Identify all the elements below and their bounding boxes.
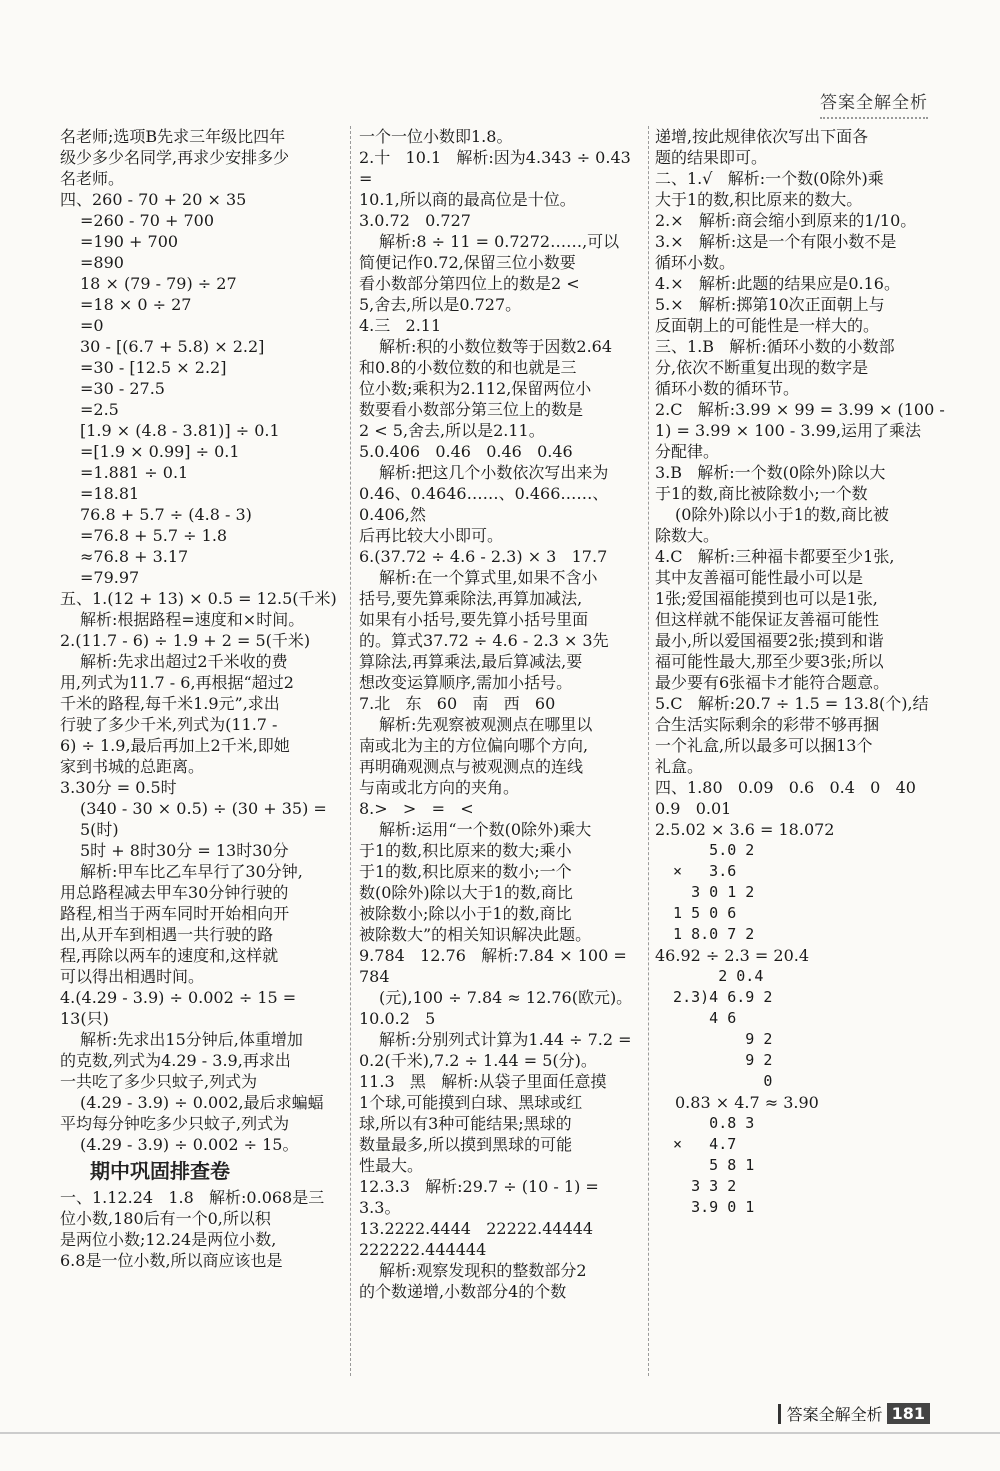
answer-line: 分配律。 — [655, 442, 720, 461]
answer-line: 看小数部分第四位上的数是2 < — [359, 274, 580, 293]
answer-line: 与南或北方向的夹角。 — [359, 778, 520, 797]
answer-line: 位小数,180后有一个0,所以积 — [60, 1209, 271, 1228]
answer-line: 但这样就不能保证友善福可能性 — [655, 610, 880, 629]
answer-line: 解析:在一个算式里,如果不含小 — [379, 568, 598, 587]
answer-line: 5,舍去,所以是0.727。 — [359, 295, 522, 314]
answer-line: ≈76.8 + 3.17 — [80, 547, 189, 566]
answer-line: 路程,相当于两车同时开始相向开 — [60, 904, 290, 923]
answer-line: 13.2222.4444 22222.44444 — [359, 1219, 594, 1238]
answer-line: =30 - 27.5 — [80, 379, 165, 398]
answer-line: 4.× 解析:此题的结果应是0.16。 — [655, 274, 900, 293]
answer-line: 30 - [(6.7 + 5.8) × 2.2] — [80, 337, 265, 356]
answer-line: 位小数;乘积为2.112,保留两位小 — [359, 379, 592, 398]
answer-line: 出,从开车到相遇一共行驶的路 — [60, 925, 274, 944]
answer-line: 2.5.02 × 3.6 = 18.072 — [655, 820, 835, 839]
answer-line: 7.北 东 60 南 西 60 — [359, 694, 556, 713]
answer-line: 0 — [655, 1072, 773, 1090]
answer-line: 一个一位小数即1.8。 — [359, 127, 513, 146]
answer-line: 46.92 ÷ 2.3 = 20.4 — [655, 946, 810, 965]
answer-line: 平均每分钟吃多少只蚊子,列式为 — [60, 1114, 290, 1133]
answer-line: 解析:积的小数位数等于因数2.64 — [379, 337, 613, 356]
answer-line: 的个数递增,小数部分4的个数 — [359, 1282, 567, 1301]
answer-line: 一共吃了多少只蚊子,列式为 — [60, 1072, 258, 1091]
answer-line: 合生活实际剩余的彩带不够再捆 — [655, 715, 880, 734]
answer-line: 解析:先求出15分钟后,体重增加 — [80, 1030, 303, 1049]
answer-line: 6) ÷ 1.9,最后再加上2千米,即她 — [60, 736, 290, 755]
answer-line: 南或北为主的方位偏向哪个方向, — [359, 736, 589, 755]
answer-line: 的克数,列式为4.29 - 3.9,再求出 — [60, 1051, 291, 1070]
answer-line: 5.× 解析:掷第10次正面朝上与 — [655, 295, 885, 314]
answer-line: (4.29 - 3.9) ÷ 0.002 ÷ 15。 — [80, 1135, 299, 1154]
answer-line: 1个球,可能摸到白球、黑球或红 — [359, 1093, 583, 1112]
answer-line: 和0.8的小数位数的和也就是三 — [359, 358, 577, 377]
answer-line: (元),100 ÷ 7.84 ≈ 12.76(欧元)。 — [379, 988, 633, 1007]
answer-line: 0.9 0.01 — [655, 799, 732, 818]
answer-line: 9 2 — [655, 1030, 773, 1048]
answer-line: 一、1.12.24 1.8 解析:0.068是三 — [60, 1188, 325, 1207]
answer-line: 是两位小数;12.24是两位小数, — [60, 1230, 277, 1249]
answer-line: 数(0除外)除以大于1的数,商比 — [359, 883, 573, 902]
answer-line: 1) = 3.99 × 100 - 3.99,运用了乘法 — [655, 421, 922, 440]
answer-line: 可以得出相遇时间。 — [60, 967, 205, 986]
answer-line: (0除外)除以小于1的数,商比被 — [675, 505, 889, 524]
answer-line: 2.十 10.1 解析:因为4.343 ÷ 0.43 = — [359, 148, 636, 188]
answer-line: 6.8是一位小数,所以商应该也是 — [60, 1251, 283, 1270]
answer-line: 三、1.B 解析:循环小数的小数部 — [655, 337, 895, 356]
answer-line: 循环小数。 — [655, 253, 736, 272]
answer-line: 被除数大”的相关知识解决此题。 — [359, 925, 592, 944]
answer-line: 18 × (79 - 79) ÷ 27 — [80, 274, 237, 293]
answer-line: =18.81 — [80, 484, 140, 503]
answer-line: 级少多少名同学,再求少安排多少 — [60, 148, 290, 167]
answer-line: 循环小数的循环节。 — [655, 379, 800, 398]
bottom-rule — [0, 1432, 1000, 1434]
answer-line: 5.0.406 0.46 0.46 0.46 — [359, 442, 573, 461]
answer-line: 5 8 1 — [655, 1156, 755, 1174]
answer-line: 解析:运用“一个数(0除外)乘大 — [379, 820, 592, 839]
answer-line: 的。算式37.72 ÷ 4.6 - 2.3 × 3先 — [359, 631, 609, 650]
answer-line: 名老师。 — [60, 169, 125, 188]
answer-line: 8.> > = < — [359, 799, 474, 818]
answer-line: 用,列式为11.7 - 6,再根据“超过2 — [60, 673, 294, 692]
answer-line: 数量最多,所以摸到黑球的可能 — [359, 1135, 573, 1154]
answer-line: 如果有小括号,要先算小括号里面 — [359, 610, 589, 629]
answer-line: =76.8 + 5.7 ÷ 1.8 — [80, 526, 228, 545]
answer-line: 3 3 2 — [655, 1177, 737, 1195]
answer-line: 递增,按此规律依次写出下面各 — [655, 127, 869, 146]
answer-line: 3.B 解析:一个数(0除外)除以大 — [655, 463, 886, 482]
answer-line: 四、1.80 0.09 0.6 0.4 0 40 — [655, 778, 916, 797]
answer-line: 5时 + 8时30分 = 13时30分 — [80, 841, 289, 860]
answer-line: 1张;爱国福能摸到也可以是1张, — [655, 589, 878, 608]
answer-line: 11.3 黑 解析:从袋子里面任意摸 — [359, 1072, 607, 1091]
answer-line: 家到书城的总距离。 — [60, 757, 205, 776]
answer-line: 千米的路程,每千米1.9元”,求出 — [60, 694, 280, 713]
answer-line: 76.8 + 5.7 ÷ (4.8 - 3) — [80, 505, 252, 524]
answer-line: 于1的数,商比被除数小;一个数 — [655, 484, 868, 503]
answer-line: 解析:根据路程=速度和×时间。 — [80, 610, 305, 629]
answer-column-left — [60, 126, 342, 1388]
answer-line: 被除数小;除以小于1的数,商比 — [359, 904, 572, 923]
answer-line: 解析:先求出超过2千米收的费 — [80, 652, 288, 671]
answer-line: 解析:观察发现积的整数部分2 — [379, 1261, 587, 1280]
answer-line: 除数大。 — [655, 526, 720, 545]
answer-line: 性最大。 — [359, 1156, 424, 1175]
answer-line: =30 - [12.5 × 2.2] — [80, 358, 227, 377]
answer-line: (340 - 30 × 0.5) ÷ (30 + 35) = 5(时) — [80, 799, 332, 839]
page-footer — [778, 1402, 930, 1425]
answer-line: 解析:甲车比乙车早行了30分钟, — [80, 862, 303, 881]
answer-line: 其中友善福可能性最小可以是 — [655, 568, 864, 587]
answer-line: × 3.6 — [655, 862, 737, 880]
answer-line: 分,依次不断重复出现的数字是 — [655, 358, 869, 377]
answer-line: =2.5 — [80, 400, 119, 419]
answer-line: 于1的数,积比原来的数大;乘小 — [359, 841, 572, 860]
answer-line: 括号,要先算乘除法,再算加减法, — [359, 589, 583, 608]
answer-line: =190 + 700 — [80, 232, 179, 251]
answer-line: 再明确观测点与被观测点的连线 — [359, 757, 584, 776]
answer-line: 五、1.(12 + 13) × 0.5 = 12.5(千米) — [60, 589, 337, 608]
answer-line: 9 2 — [655, 1051, 773, 1069]
answer-line: =[1.9 × 0.99] ÷ 0.1 — [80, 442, 240, 461]
answer-line: 想改变运算顺序,需加小括号。 — [359, 673, 573, 692]
answer-line: 一个礼盒,所以最多可以捆13个 — [655, 736, 873, 755]
answer-column-right — [655, 126, 945, 1388]
answer-line: 0.83 × 4.7 ≈ 3.90 — [675, 1093, 819, 1112]
answer-line: 数要看小数部分第三位上的数是 — [359, 400, 584, 419]
answer-column-middle — [359, 126, 645, 1388]
column-divider — [350, 126, 351, 1376]
answer-line: 1 8.0 7 2 — [655, 925, 755, 943]
answer-line: 1 5 0 6 — [655, 904, 737, 922]
answer-line: 程,再除以两车的速度和,这样就 — [60, 946, 279, 965]
answer-line: 2 0.4 — [655, 967, 764, 985]
answer-line: 12.3.3 解析:29.7 ÷ (10 - 1) = 3.3。 — [359, 1177, 604, 1217]
answer-line: 用总路程减去甲车30分钟行驶的 — [60, 883, 289, 902]
answer-line: 于1的数,积比原来的数小;一个 — [359, 862, 572, 881]
answer-line: 解析:分别列式计算为1.44 ÷ 7.2 = — [379, 1030, 632, 1049]
section-title: 期中巩固排查卷 — [90, 1159, 230, 1183]
answer-line: =890 — [80, 253, 124, 272]
answer-line: × 4.7 — [655, 1135, 737, 1153]
answer-line: 名老师;选项B先求三年级比四年 — [60, 127, 286, 146]
answer-line: 0.2(千米),7.2 ÷ 1.44 = 5(分)。 — [359, 1051, 597, 1070]
answer-line: =0 — [80, 316, 104, 335]
answer-line: 解析:8 ÷ 11 = 0.7272……,可以 — [379, 232, 620, 251]
answer-line: 4.C 解析:三种福卡都要至少1张, — [655, 547, 895, 566]
answer-line: 0.46、0.4646……、0.466……、0.406,然 — [359, 484, 609, 524]
answer-line: (4.29 - 3.9) ÷ 0.002,最后求蝙蝠 — [80, 1093, 324, 1112]
answer-line: [1.9 × (4.8 - 3.81)] ÷ 0.1 — [80, 421, 280, 440]
answer-line: 球,所以有3种可能结果;黑球的 — [359, 1114, 572, 1133]
answer-line: 反面朝上的可能性是一样大的。 — [655, 316, 880, 335]
answer-line: 后再比较大小即可。 — [359, 526, 504, 545]
answer-line: 0.8 3 — [655, 1114, 755, 1132]
answer-line: 4.三 2.11 — [359, 316, 442, 335]
answer-line: 大于1的数,积比原来的数大。 — [655, 190, 863, 209]
answer-line: 3.9 0 1 — [655, 1198, 755, 1216]
answer-line: 2.(11.7 - 6) ÷ 1.9 + 2 = 5(千米) — [60, 631, 311, 650]
page-number: 181 — [887, 1403, 930, 1424]
answer-line: 解析:把这几个小数依次写出来为 — [379, 463, 609, 482]
answer-line: 二、1.√ 解析:一个数(0除外)乘 — [655, 169, 884, 188]
answer-line: 10.1,所以商的最高位是十位。 — [359, 190, 576, 209]
answer-line: 最小,所以爱国福要2张;摸到和谐 — [655, 631, 884, 650]
answer-line: 3.0.72 0.727 — [359, 211, 471, 230]
answer-line: 简便记作0.72,保留三位小数要 — [359, 253, 576, 272]
header-tag: 答案全解全析 — [820, 88, 928, 119]
answer-line: 5.C 解析:20.7 ÷ 1.5 = 13.8(个),结 — [655, 694, 929, 713]
answer-line: 题的结果即可。 — [655, 148, 768, 167]
answer-line: 4.(4.29 - 3.9) ÷ 0.002 ÷ 15 = 13(只) — [60, 988, 302, 1028]
answer-line: 3 0 1 2 — [655, 883, 755, 901]
answer-line: =18 × 0 ÷ 27 — [80, 295, 192, 314]
column-divider — [648, 126, 649, 1376]
answer-line: 6.(37.72 ÷ 4.6 - 2.3) × 3 17.7 — [359, 547, 608, 566]
answer-line: 3.30分 = 0.5时 — [60, 778, 177, 797]
answer-line: 礼盒。 — [655, 757, 704, 776]
answer-line: 四、260 - 70 + 20 × 35 — [60, 190, 247, 209]
answer-line: 解析:先观察被观测点在哪里以 — [379, 715, 593, 734]
answer-line: 222222.444444 — [359, 1240, 487, 1259]
answer-line: 9.784 12.76 解析:7.84 × 100 = 784 — [359, 946, 632, 986]
answer-line: 行驶了多少千米,列式为(11.7 - — [60, 715, 278, 734]
footer-bar — [778, 1404, 781, 1424]
answer-line: 2.3)4 6.9 2 — [655, 988, 773, 1006]
answer-line: 福可能性最大,那至少要3张;所以 — [655, 652, 884, 671]
answer-line: =79.97 — [80, 568, 140, 587]
answer-line: 5.0 2 — [655, 841, 755, 859]
answer-line: =260 - 70 + 700 — [80, 211, 214, 230]
answer-line: 2.C 解析:3.99 × 99 = 3.99 × (100 - — [655, 400, 945, 419]
answer-line: 3.× 解析:这是一个有限小数不是 — [655, 232, 897, 251]
answer-line: 10.0.2 5 — [359, 1009, 436, 1028]
answer-line: =1.881 ÷ 0.1 — [80, 463, 189, 482]
footer-label: 答案全解全析 — [786, 1405, 883, 1424]
answer-line: 算除法,再算乘法,最后算减法,要 — [359, 652, 583, 671]
answer-line: 2.× 解析:商会缩小到原来的1/10。 — [655, 211, 917, 230]
answer-line: 2 < 5,舍去,所以是2.11。 — [359, 421, 545, 440]
answer-line: 最少要有6张福卡才能符合题意。 — [655, 673, 890, 692]
answer-line: 4 6 — [655, 1009, 737, 1027]
